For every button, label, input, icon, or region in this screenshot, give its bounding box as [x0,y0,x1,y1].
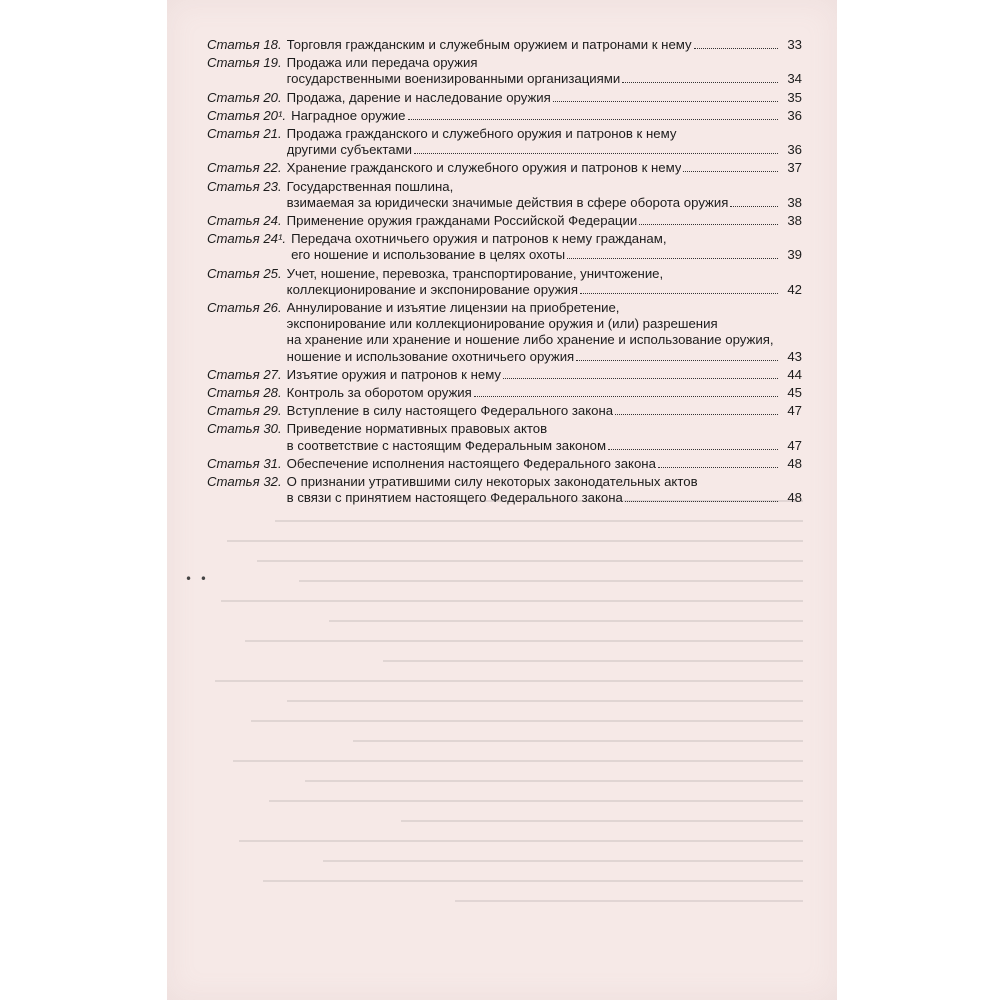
article-title-line: Аннулирование и изъятие лицензии на приобретение, [286,300,620,316]
article-title [287,266,802,298]
dot-leader [408,118,779,120]
article-title [287,474,802,506]
article-title-text: Продажа, дарение и наследование оружия [286,89,551,105]
page-number: 44 [787,366,802,382]
article-title-last-line [287,490,802,506]
toc-entry [207,90,802,106]
toc-entry [207,126,802,158]
article-title [287,160,802,176]
article-number: Статья 22. [207,160,282,176]
dot-leader [694,47,778,49]
dot-leader [608,448,778,450]
article-title-line: Приведение нормативных правовых актов [286,421,548,437]
toc-entry [207,231,802,263]
toc-entry [207,160,802,176]
table-of-contents [207,37,802,508]
show-through-text [203,500,803,940]
article-title [287,55,802,87]
article-number: Статья 24. [207,213,282,229]
article-title [287,421,802,453]
article-title [287,37,802,53]
article-title-text: коллекционирование и экспонирование оружия [286,281,579,297]
article-number: Статья 18. [207,37,282,52]
page-number: 48 [787,490,802,506]
article-title-text: Применение оружия гражданами Российской Федерации [286,213,638,229]
page-number: 37 [787,160,802,176]
dot-leader [625,500,778,502]
article-number: Статья 29. [207,403,282,419]
article-title [287,385,802,401]
dot-leader [730,205,778,207]
article-title [287,367,802,383]
article-title-text: Наградное оружие [291,107,406,123]
article-title-last-line [287,403,802,419]
page-number: 47 [787,403,802,419]
article-title-text: в соответствие с настоящим Федеральным законом [286,437,607,453]
toc-entry [207,213,802,229]
article-title-text: Изъятие оружия и патронов к нему [286,366,502,382]
article-title-last-line [287,385,802,401]
article-title-text: Торговля гражданским и служебным оружием и патронами к нему [286,37,692,52]
article-title-last-line [287,456,802,472]
toc-entry [207,385,802,401]
article-title-text: Вступление в силу настоящего Федерального закона [286,403,614,419]
toc-entry [207,474,802,506]
article-number: Статья 31. [207,455,282,471]
toc-entry [207,179,802,211]
page-number: 45 [787,385,802,401]
article-number: Статья 25. [207,265,282,281]
article-title [291,108,802,124]
page-number: 34 [787,71,802,87]
toc-entry [207,456,802,472]
article-title-text: Обеспечение исполнения настоящего Федерального закона [286,455,656,471]
article-title-last-line [287,282,802,298]
article-title-text: в связи с принятием настоящего Федерального закона [286,490,623,506]
article-title-line: Государственная пошлина, [286,178,454,194]
article-title-last-line [287,90,802,106]
article-title-line: Продажа гражданского и служебного оружия и патронов к нему [286,126,677,142]
article-title-text: Хранение гражданского и служебного оружия и патронов к нему [286,160,682,176]
article-title-last-line [287,142,802,158]
article-title [287,403,802,419]
page-number: 47 [787,437,802,453]
article-title [291,231,802,263]
article-title-line: Передача охотничьего оружия и патронов к нему гражданам, [291,231,667,247]
article-title-text: ношение и использование охотничьего оружия [286,348,575,364]
article-title-last-line [287,349,802,365]
article-number: Статья 21. [207,126,282,142]
page-number: 36 [787,107,802,123]
page-number: 39 [787,247,802,263]
toc-entry [207,300,802,365]
article-number: Статья 30. [207,421,282,437]
article-number: Статья 24¹. [207,231,287,247]
toc-entry [207,37,802,53]
article-title-last-line [287,438,802,454]
dot-leader [658,466,778,468]
article-title-text: взимаемая за юридически значимые действия в сфере оборота оружия [286,194,729,210]
toc-entry [207,266,802,298]
article-title-last-line [291,247,802,263]
article-number: Статья 27. [207,366,282,382]
article-title-last-line [287,367,802,383]
article-title [287,179,802,211]
document-page [167,0,837,1000]
toc-entry [207,403,802,419]
dot-leader [567,257,778,259]
article-title-last-line [287,195,802,211]
article-title-text: его ношение и использование в целях охоты [291,247,566,263]
article-number: Статья 23. [207,178,282,194]
dot-leader [414,152,778,154]
article-title [287,300,802,365]
article-title-last-line [287,71,802,87]
article-title [287,456,802,472]
dot-leader [553,100,778,102]
page-number: 38 [787,194,802,210]
article-title [287,213,802,229]
dot-leader [576,359,778,361]
margin-marks: • • [185,572,209,586]
article-title-last-line [287,160,802,176]
toc-entry [207,108,802,124]
article-title-last-line [291,108,802,124]
article-title [287,126,802,158]
article-number: Статья 26. [207,300,282,316]
article-number: Статья 20¹. [207,107,287,123]
dot-leader [503,377,778,379]
article-title [287,90,802,106]
page-number: 33 [787,37,802,52]
page-number: 48 [787,455,802,471]
article-title-line: О признании утратившими силу некоторых законодательных актов [286,474,698,490]
article-title-line: Продажа или передача оружия [286,55,478,71]
article-number: Статья 19. [207,55,282,71]
article-title-text: другими субъектами [286,142,413,158]
article-title-last-line [287,37,802,53]
article-number: Статья 32. [207,474,282,490]
dot-leader [615,413,778,415]
dot-leader [474,395,778,397]
page-number: 43 [787,348,802,364]
page-number: 36 [787,142,802,158]
page-number: 35 [787,89,802,105]
article-title-line: Учет, ношение, перевозка, транспортирование, уничтожение, [286,265,664,281]
article-number: Статья 28. [207,385,282,401]
toc-entry [207,367,802,383]
page-number: 42 [787,281,802,297]
dot-leader [580,292,778,294]
article-title-text: Контроль за оборотом оружия [286,385,472,401]
article-title-line: на хранение или хранение и ношение либо хранение и использование оружия, [286,332,774,348]
article-title-line: экспонирование или коллекционирование оружия и (или) разрешения [286,316,718,332]
article-title-text: государственными военизированными организациями [286,71,621,87]
dot-leader [622,81,778,83]
toc-entry [207,421,802,453]
dot-leader [683,170,778,172]
article-title-last-line [287,213,802,229]
dot-leader [639,223,778,225]
article-number: Статья 20. [207,89,282,105]
toc-entry [207,55,802,87]
page-number: 38 [787,213,802,229]
